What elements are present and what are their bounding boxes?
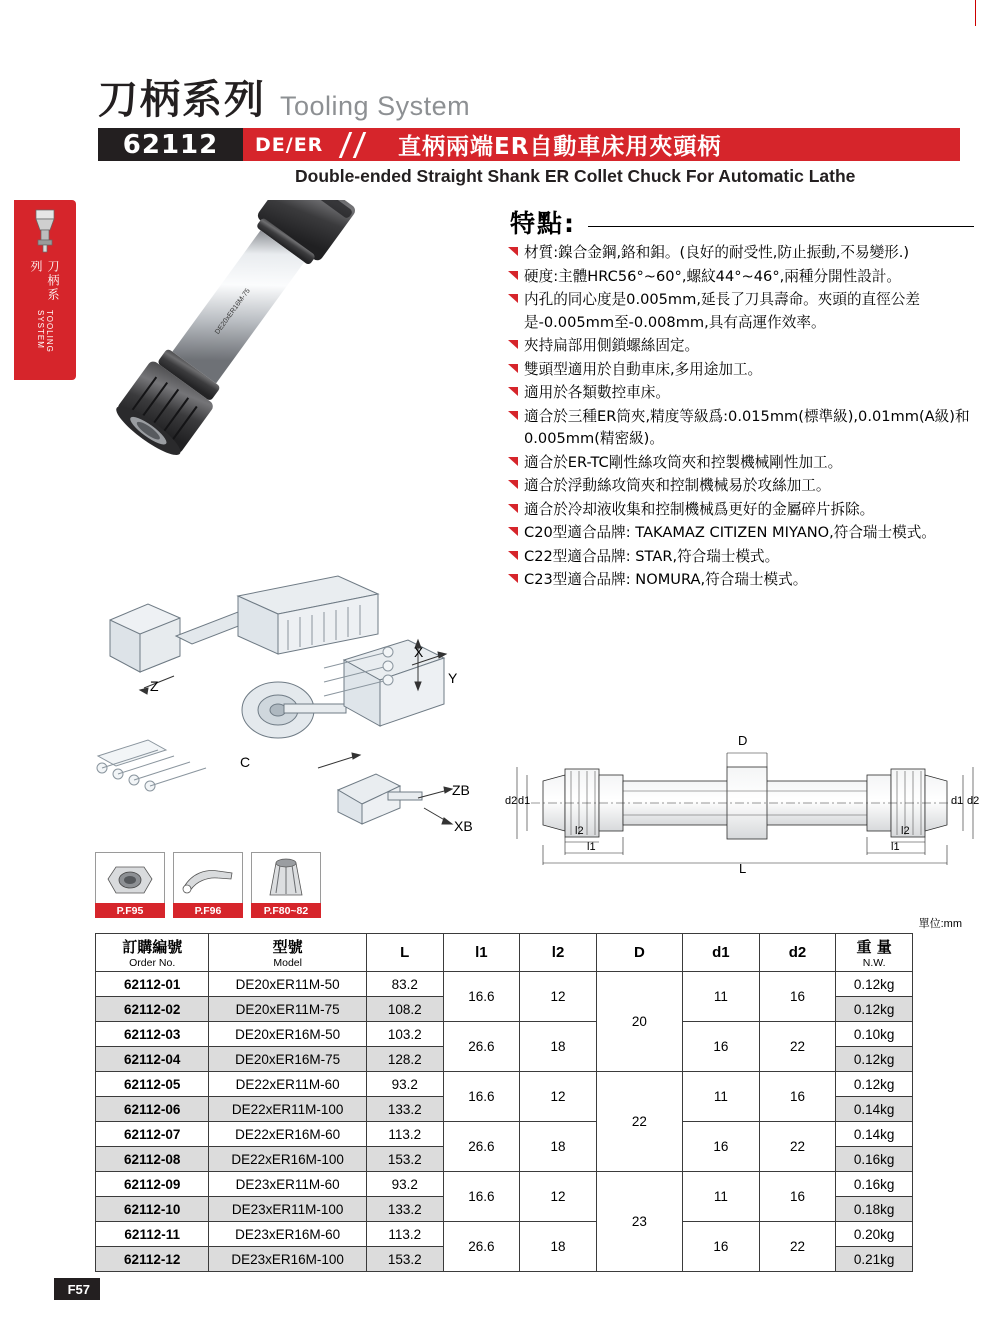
cell-order-no: 62112-12 — [96, 1247, 209, 1272]
accessory-page-tag[interactable]: P.F80~82 — [251, 903, 321, 918]
crop-mark-top-right — [975, 0, 976, 26]
cell-weight: 0.12kg — [836, 1072, 913, 1097]
sidebar-tab-label-en: TOOLING SYSTEM — [36, 310, 54, 353]
cell-model: DE22xER16M-100 — [209, 1147, 367, 1172]
list-item — [508, 406, 978, 451]
cell-model: DE23xER11M-60 — [209, 1172, 367, 1197]
triangle-bullet-icon — [508, 499, 524, 522]
list-item — [508, 546, 978, 569]
cell-d1: 11 — [683, 1172, 760, 1222]
dim-label-L: L — [739, 861, 747, 876]
product-series: DE/ER — [255, 133, 324, 156]
cell-L: 133.2 — [366, 1097, 443, 1122]
cell-d1: 11 — [683, 1072, 760, 1122]
list-item — [508, 522, 978, 545]
cell-order-no: 62112-09 — [96, 1172, 209, 1197]
cell-model: DE23xER16M-100 — [209, 1247, 367, 1272]
list-item — [508, 359, 978, 382]
cell-weight: 0.16kg — [836, 1147, 913, 1172]
cell-order-no: 62112-11 — [96, 1222, 209, 1247]
feature-text: 雙頭型適用於自動車床,多用途加工。 — [524, 360, 763, 378]
feature-text: 適用於各類數控車床。 — [524, 384, 670, 401]
th-model-en: Model — [273, 957, 302, 969]
table-row — [96, 1072, 913, 1097]
cell-L: 83.2 — [366, 972, 443, 997]
cell-d1: 16 — [683, 1222, 760, 1272]
list-item — [508, 569, 978, 592]
cell-L: 103.2 — [366, 1022, 443, 1047]
table-row — [96, 1222, 913, 1247]
accessory-spanner-wrench — [173, 852, 243, 907]
table-row — [96, 972, 913, 997]
cell-d2: 16 — [759, 972, 836, 1022]
axis-label-y: Y — [448, 670, 458, 686]
accessory-er-collet — [251, 852, 321, 907]
triangle-bullet-icon — [508, 359, 524, 382]
cell-model: DE20xER11M-75 — [209, 997, 367, 1022]
features-title-rule — [588, 226, 974, 227]
cell-L: 113.2 — [366, 1222, 443, 1247]
th-l1: l1 — [443, 934, 520, 972]
list-item — [508, 242, 978, 265]
cell-l2: 18 — [520, 1222, 597, 1272]
triangle-bullet-icon — [508, 242, 524, 265]
cell-l2: 12 — [520, 972, 597, 1022]
cell-l1: 26.6 — [443, 1022, 520, 1072]
triangle-bullet-icon — [508, 335, 524, 358]
triangle-bullet-icon — [508, 475, 524, 498]
cell-L: 93.2 — [366, 1072, 443, 1097]
th-order-no-cn: 訂購編號 — [122, 938, 183, 956]
triangle-bullet-icon — [508, 289, 524, 334]
triangle-bullet-icon — [508, 266, 524, 289]
triangle-bullet-icon — [508, 382, 524, 405]
product-name-cn: 直柄兩端ER自動車床用夾頭柄 — [398, 134, 722, 160]
accessory-thumbnails — [95, 852, 321, 907]
cell-l1: 26.6 — [443, 1222, 520, 1272]
sidebar-tab-tooling-system — [14, 200, 76, 380]
axis-label-zb: ZB — [452, 782, 470, 798]
cell-L: 113.2 — [366, 1122, 443, 1147]
page-number-tab — [38, 1278, 100, 1300]
cell-model: DE20xER11M-50 — [209, 972, 367, 997]
cell-l1: 16.6 — [443, 1172, 520, 1222]
accessory-page-tags — [95, 903, 321, 918]
axis-label-c: C — [240, 754, 251, 770]
feature-text: C20型適合品牌: TAKAMAZ CITIZEN MIYANO,符合瑞士模式。 — [524, 524, 936, 541]
dim-label-l1-left: l1 — [587, 841, 596, 853]
cell-order-no: 62112-03 — [96, 1022, 209, 1047]
axis-label-z: Z — [150, 678, 159, 694]
cell-order-no: 62112-02 — [96, 997, 209, 1022]
triangle-bullet-icon — [508, 406, 524, 451]
cell-model: DE20xER16M-75 — [209, 1047, 367, 1072]
table-row — [96, 1122, 913, 1147]
accessory-collet-nut — [95, 852, 165, 907]
th-model-cn: 型號 — [272, 938, 303, 956]
cell-l1: 16.6 — [443, 1072, 520, 1122]
dim-label-d1-left: d1 — [518, 795, 531, 807]
feature-text: 適合於浮動絲攻筒夾和控制機械易於攻絲加工。 — [524, 477, 831, 494]
dim-label-d2-left: d2 — [505, 795, 518, 807]
cell-l1: 26.6 — [443, 1122, 520, 1172]
cell-weight: 0.16kg — [836, 1172, 913, 1197]
axis-label-x: X — [414, 644, 424, 660]
feature-text: C23型適合品牌: NOMURA,符合瑞士模式。 — [524, 571, 808, 588]
cell-L: 153.2 — [366, 1147, 443, 1172]
list-item — [508, 266, 978, 289]
feature-text: 夾持扁部用側鎖螺絲固定。 — [524, 337, 700, 354]
cell-d1: 16 — [683, 1022, 760, 1072]
cell-weight: 0.21kg — [836, 1247, 913, 1272]
cell-order-no: 62112-10 — [96, 1197, 209, 1222]
table-row — [96, 1172, 913, 1197]
cell-weight: 0.12kg — [836, 997, 913, 1022]
list-item — [508, 475, 978, 498]
cell-d2: 22 — [759, 1122, 836, 1172]
cell-weight: 0.14kg — [836, 1097, 913, 1122]
triangle-bullet-icon — [508, 452, 524, 475]
table-row — [96, 1022, 913, 1047]
accessory-page-tag[interactable]: P.F96 — [173, 903, 243, 918]
cell-order-no: 62112-08 — [96, 1147, 209, 1172]
cell-L: 108.2 — [366, 997, 443, 1022]
cell-order-no: 62112-07 — [96, 1122, 209, 1147]
th-weight-cn: 重 量 — [856, 938, 892, 956]
triangle-bullet-icon — [508, 546, 524, 569]
th-weight-en: N.W. — [862, 957, 886, 969]
cell-weight: 0.20kg — [836, 1222, 913, 1247]
list-item — [508, 382, 978, 405]
features-title: 特點: — [510, 209, 576, 238]
cell-order-no: 62112-05 — [96, 1072, 209, 1097]
unit-note: 單位:mm — [918, 918, 962, 930]
cell-d1: 16 — [683, 1122, 760, 1172]
cell-d2: 16 — [759, 1072, 836, 1122]
th-l2: l2 — [520, 934, 597, 972]
feature-text: C22型適合品牌: STAR,符合瑞士模式。 — [524, 547, 780, 565]
cell-L: 93.2 — [366, 1172, 443, 1197]
cell-weight: 0.10kg — [836, 1022, 913, 1047]
table-header-row — [96, 934, 913, 972]
cell-l1: 16.6 — [443, 972, 520, 1022]
cell-L: 133.2 — [366, 1197, 443, 1222]
feature-text: 適合於ER-TC剛性絲攻筒夾和控製機械剛性加工。 — [524, 453, 843, 471]
th-D: D — [596, 934, 682, 972]
list-item — [508, 499, 978, 522]
th-order-no — [96, 934, 209, 972]
cell-l2: 12 — [520, 1072, 597, 1122]
page-title-en: Tooling System — [280, 91, 471, 121]
th-order-no-en: Order No. — [129, 957, 176, 969]
product-code-bar — [98, 128, 960, 161]
dim-label-d2-right: d2 — [967, 795, 980, 807]
dim-label-l2-right: l2 — [901, 825, 910, 837]
cell-d1: 11 — [683, 972, 760, 1022]
tooling-holder-icon — [24, 208, 66, 254]
dim-label-D: D — [738, 733, 748, 748]
page-title — [98, 68, 470, 125]
th-d2: d2 — [759, 934, 836, 972]
cell-l2: 18 — [520, 1022, 597, 1072]
cell-D: 20 — [596, 972, 682, 1072]
cell-weight: 0.18kg — [836, 1197, 913, 1222]
th-L: L — [366, 934, 443, 972]
cell-d2: 22 — [759, 1222, 836, 1272]
cell-D: 22 — [596, 1072, 682, 1172]
cell-model: DE23xER11M-100 — [209, 1197, 367, 1222]
page-title-cn: 刀柄系列 — [98, 77, 266, 123]
specification-table — [95, 933, 913, 1272]
machine-schematic-diagram — [88, 560, 508, 860]
feature-text: 適合於冷却液收集和控制機械爲更好的金屬碎片拆除。 — [524, 500, 875, 518]
cell-d2: 16 — [759, 1172, 836, 1222]
dim-label-l1-right: l1 — [891, 841, 900, 853]
feature-text: 適合於三種ER筒夾,精度等級爲:0.015mm(標準級),0.01mm(A級)和0.005mm(精密級)。 — [524, 407, 970, 447]
th-model — [209, 934, 367, 972]
product-name-en: Double-ended Straight Shank ER Collet Chuck For Automatic Lathe — [295, 166, 856, 186]
cell-weight: 0.14kg — [836, 1122, 913, 1147]
dim-label-d1-right: d1 — [951, 795, 964, 807]
cell-L: 128.2 — [366, 1047, 443, 1072]
page-number: F57 — [67, 1281, 90, 1297]
list-item — [508, 335, 978, 358]
cell-model: DE23xER16M-60 — [209, 1222, 367, 1247]
cell-weight: 0.12kg — [836, 972, 913, 997]
cell-order-no: 62112-04 — [96, 1047, 209, 1072]
technical-drawing — [505, 733, 985, 876]
product-photo — [110, 200, 510, 560]
list-item — [508, 452, 978, 475]
cell-L: 153.2 — [366, 1247, 443, 1272]
cell-order-no: 62112-06 — [96, 1097, 209, 1122]
product-code: 62112 — [98, 128, 243, 161]
chevron-right-icon — [334, 128, 384, 161]
dim-label-l2-left: l2 — [575, 825, 584, 837]
triangle-bullet-icon — [508, 522, 524, 545]
cell-model: DE22xER11M-100 — [209, 1097, 367, 1122]
feature-text: 材質:鎳合金鋼,鉻和鉬。(良好的耐受性,防止振動,不易變形.) — [524, 244, 910, 261]
cell-model: DE22xER16M-60 — [209, 1122, 367, 1147]
cell-order-no: 62112-01 — [96, 972, 209, 997]
feature-text: 内孔的同心度是0.005mm,延長了刀具壽命。夾頭的直徑公差是-0.005mm至-0.008mm,具有高運作效率。 — [524, 291, 920, 331]
th-weight — [836, 934, 913, 972]
cell-model: DE22xER11M-60 — [209, 1072, 367, 1097]
feature-text: 硬度:主體HRC56°~60°,螺紋44°~46°,兩種分開性設計。 — [524, 267, 902, 285]
cell-d2: 22 — [759, 1022, 836, 1072]
th-d1: d1 — [683, 934, 760, 972]
svg-text:DE20xER16M-75: DE20xER16M-75 — [214, 287, 252, 336]
axis-label-xb: XB — [454, 818, 473, 834]
triangle-bullet-icon — [508, 569, 524, 592]
sidebar-tab-label-cn: 刀柄系列 — [29, 260, 60, 302]
cell-D: 23 — [596, 1172, 682, 1272]
cell-l2: 12 — [520, 1172, 597, 1222]
accessory-page-tag[interactable]: P.F95 — [95, 903, 165, 918]
cell-weight: 0.12kg — [836, 1047, 913, 1072]
list-item — [508, 289, 978, 334]
features-list — [508, 242, 978, 593]
cell-l2: 18 — [520, 1122, 597, 1172]
cell-model: DE20xER16M-50 — [209, 1022, 367, 1047]
